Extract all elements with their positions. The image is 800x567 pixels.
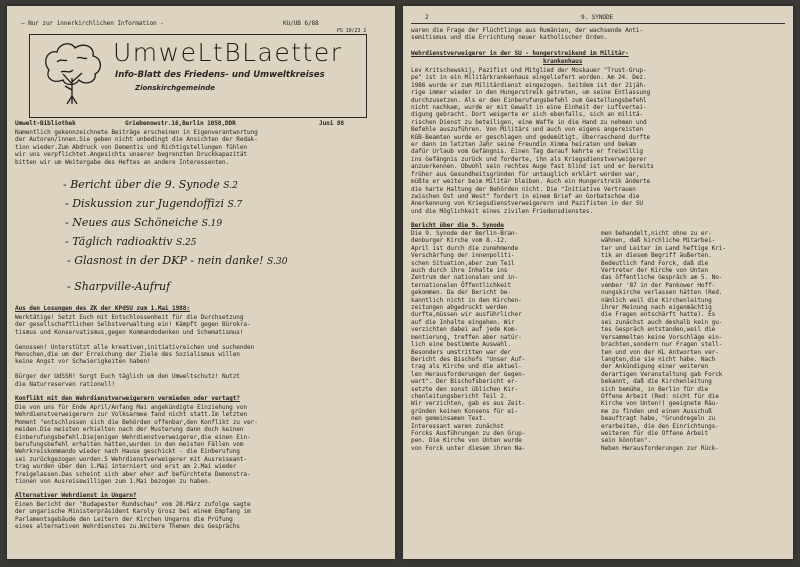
synod-column-2: men behandelt,nicht ohne zu er- wähnen, daß kirchliche Mitarbei- ter und Leiter im Land heftige Kri- tik an diesem Begriff äußerten. Bedeutlich fand Forck, daß die Vertreter der Kirche von Unten das öffentliche Gespräch am 5. No- vember '87 in der Pankower Hoff- nungskirche verlassen hätten (Red. nämlich weil die Kirchenleitung ihrer Meinung nach eigenmächtig die Fragen entschärft hatte). Es sei zunächst auch deshalb kein gu- tes Gespräch entstanden,weil die Versammelten keine Vorschläge ein- brachten,sondern nur Fragen stell- ten und von der KL Antworten ver- langten,die sie nicht habe. Nach der Ankündigung einer weiteren derartigen Veranstaltung gab Forck bekannt, daß die Kirchenleitung sich bemühe, in Berlin für die Offene Arbeit (Red: nicht für die Kirche von Unten!) geeignete Räu- me zu finden und einen Ausschuß beauftragt habe, "Grundregeln zu erarbeiten, die den Einrichtungs- weiteren für die Offene Arbeit sein könnten". Neben Herausforderungen zur Rück-	[601, 230, 726, 452]
left-page	[7, 6, 395, 559]
contents-item: - Neues aus Schöneiche S.19	[65, 216, 223, 229]
internal-info-stamp: – Nur zur innerkirchlichen Information -	[21, 20, 164, 27]
section-heading-hungerstreik: Wehrdienstverweigerer in der SU - hungerstreikend im Militär-	[411, 50, 629, 57]
running-head: 9. SYNODE	[581, 14, 614, 21]
issue-number: KU/UB 6/88	[283, 20, 319, 27]
contents-item: - Bericht über die 9. Synode S.2	[63, 178, 238, 191]
contents-item: - Täglich radioaktiv S.25	[65, 235, 197, 248]
contents-item: - Sharpville-Aufruf	[67, 280, 171, 293]
address: Griebenowstr.16,Berlin 1058,DDR	[125, 120, 236, 127]
section-heading-hungerstreik-2: krankenhaus	[543, 58, 583, 65]
section-body-konflikt: Die von uns für Ende April/Anfang Mai angekündigte Einziehung von Wehrdienstverweigerern zur Volksarmee fand nicht statt.Im letzten Moment "entschlossen sich die Behörden offenbar,den Konflikt zu ver- meiden.Die meisten erhielten nach der Musterung dann doch keinen Einberufungsbefehl.Diejenigen Wehrdienstverweigerer,die einen Ein- berufungsbefehl erhalten hatten,wurden in den meisten Fällen vom Wehrkreiskommando wieder nach Hause geschickt - die Einberufung sei zurückgezogen worden.5 Wehrdienstverweigerer mit Ausreiseant- trag wurden über den 1.Mai interniert und erst am 2.Mai wieder freigelassen.Das scheint sich aber eher auf befürchtete Demonstra- tionen von Ausreisewilligen zum 1.Mai bezogen zu haben.	[15, 404, 258, 486]
section-body-ungarn: Einen Bericht der "Budapester Rundschau" vom 28.März zufolge sagte der ungarische Ministerpräsident Karoly Grosz bei einem Empfang im Parlamentsgebäude den Leitern der Kirchen Ungarns die Prüfung eines alternativen Wehrdienstes zu.Weitere Themen des Gesprächs	[15, 501, 251, 531]
contents-item: - Diskussion zur Jugendoffizi S.7	[65, 197, 243, 210]
masthead-subtitle: Info-Blatt des Friedens- und Umweltkreises	[115, 70, 325, 80]
archive-stamp: PS 10/23 2	[337, 28, 367, 34]
right-page	[403, 6, 793, 559]
synod-column-1: Die 9. Synode der Berlin-Bran- denburger Kirche vom 8.-12. April ist durch die zunehmende Verschärfung der innenpoliti- schen Situation,aber zum Teil auch durch ihre Inhalte ins Zentrum der nationalen und in- ternationalen Öffentlichkeit gekommen. Da der Bericht be- kanntlich nicht in den Kirchen- zeitungen abgedruckt werden durfte,müssen wir ausführlicher auf die Inhalte eingehen. Wir verzichten dabei auf jede Kom- mentierung, treffen aber natür- lich eine bestimmte Auswahl. Besonders umstritten war der Bericht des Bischofs "Unser Auf- trag als Kirche und die aktuel- len Herausforderungen der Gegen- wart". Der Bischofsbericht er- setzte den sonst üblichen Kir- chenleitungsbericht Teil 2. Wir verzichten, gab es aus Zeit- gründen keinen Konsens für ei- nen gemeinsamen Text. Interessant waren zunächst Forcks Ausführungen zu den Grup- pen. Die Kirche von Unten wurde von Forck unter diesem ihren Na-	[411, 230, 526, 452]
section-heading-konflikt: Konflikt mit den Wehrdienstverweigerern vermieden oder vertagt?	[15, 395, 240, 402]
section-body-kpdsu: Werktätige! Setzt Euch mit Entschlossenheit für die Durchsetzung der gesellschaftlichen Selbstverwaltung ein! Kämpft gegen Bürokra- tismus und Konservatismus,gegen Kommandodenken und Schematismus! Genossen! Unterstützt alle kreativen,initiativreichen und suchenden Menschen,die um der Erreichung der Ziele des Sozialismus willen keine Angst vor Schwierigkeiten haben! Bürger der UdSSR! Sorgt Euch täglich um den Umweltschutz! Nutzt die Naturreserven rationell!	[15, 314, 255, 388]
tree-logo-icon	[37, 40, 107, 106]
header-rule	[411, 23, 785, 24]
section-heading-ungarn: Alternativer Wehrdienst in Ungarn?	[15, 492, 137, 499]
section-body-hungerstreik: Lev Kritschewskij, Pazifist und Mitglied der Moskauer "Trust-Grup- pe" ist in ein Militärkrankenhaus eingeliefert worden. Am 24. Dez. 1986 wurde er zum Militärdienst eingezogen. Seitdem ist der 21jäh- rige immer wieder in den Hungerstreik getreten, um seine Entlassung durchzusetzen. Als er den Einberufungsbefehl zum Gestellungsbefehl nicht nachkam, wurde er mit Gewalt in eine Einheit der Luftvertei- digung gebracht. Dort weigerte er sich ebenfalls, sich an militä- rischen Dienst zu beteiligen, eine Waffe in die Hand zu nehmen und Befehle auszuführen. Von Militärs und auch von eigens angereisten KGB-Beamten wurde er geschlagen und gedemütigt. Überraschend durfte er dann im letzten Jahr seine Freundin Ximma heiraten und bekam dafür Urlaub vom Gefängnis. Einen Tag darauf kehrte er freiwillig ins Gefängnis zurück und forderte, ihn als Kriegsdienstverweigerer anzuerkennen. Obwohl sein rechtes Auge fast blind ist und er bereits früher aus Gesundheitsgründen für untauglich erklärt worden war, müßte er weiter beim Militär bleiben. Auch ein Hungerstreik änderte die harte Haltung der Behörden nicht. Die "Initiative Vertrauen zwischen Ost und West" fordert in einem Brief an Gorbatschow die Anerkennung von Kriegsdienstverweigerern und Pazifisten in der SU und die Möglichkeit eines zivilen Friedensdienstes.	[411, 67, 654, 215]
continuation-text: waren die Frage der Flüchtlinge aus Rumänien, der wachsende Anti- semitismus und die Errichtung neuer katholischer Orden.	[411, 27, 643, 42]
masthead-title: UmweLtBLaetter	[113, 38, 343, 67]
section-heading-kpdsu: Aus den Losungen des ZK der KPdSU zum 1.Mai 1988:	[15, 305, 190, 312]
issue-date: Juni 88	[319, 120, 344, 127]
contents-item: - Glasnost in der DKP - nein danke! S.30	[67, 254, 288, 267]
library-name: Umwelt-Bibliothek	[15, 120, 76, 127]
page-number: 2	[425, 14, 429, 21]
masthead-parish: Zionskirchgemeinde	[135, 84, 216, 92]
section-heading-synode: Bericht über die 9. Synode	[411, 222, 504, 229]
editorial-note: Namentlich gekennzeichnete Beiträge erscheinen in Eigenverantwortung der Autoren/innen.Sie geben nicht unbedingt die Ansichten der Redak- tion wieder.Zum Abdruck von Dementis und Richtigstellungen fühlen wir uns verpflichtet.Angesichts unserer begrenzten Druckkapazität bitten wir um Weitergabe des Heftes an andere Interessenten.	[15, 129, 258, 166]
